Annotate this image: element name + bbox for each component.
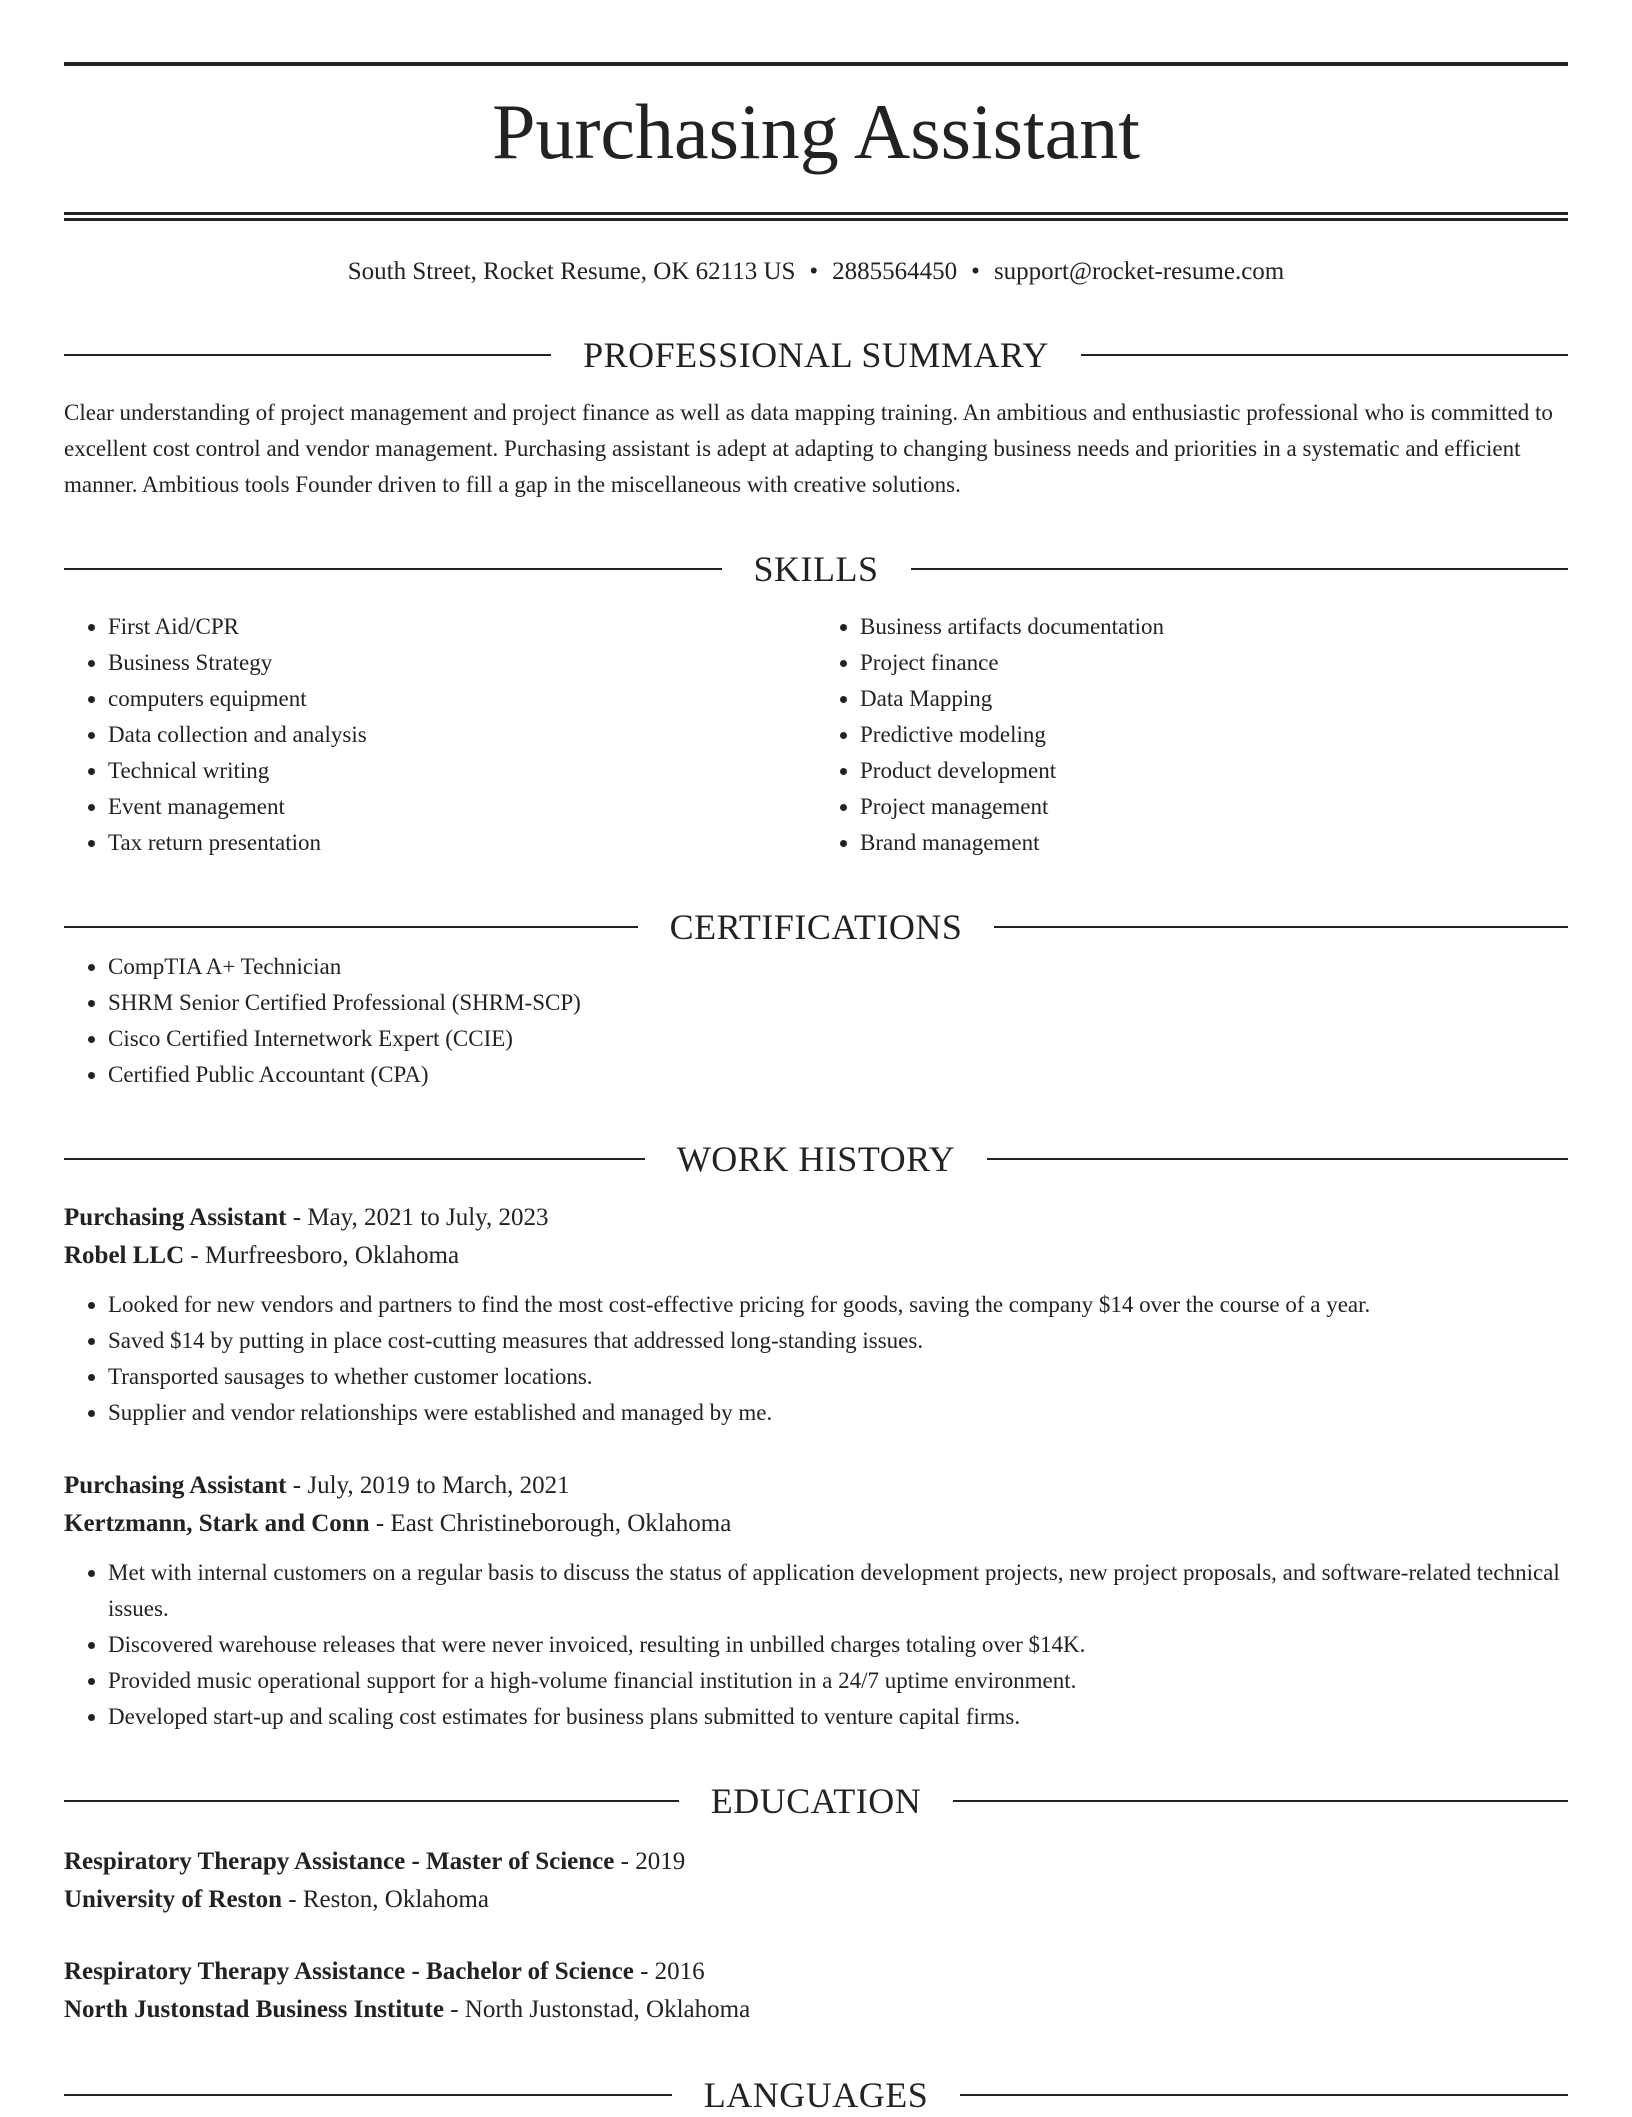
job-bullet: • Developed start-up and scaling cost estimates for business plans submitted to venture capital firms. xyxy=(108,1699,1568,1735)
job-bullet: • Provided music operational support for a high-volume financial institution in a 24/7 uptime environment. xyxy=(108,1663,1568,1699)
job-bullet: • Supplier and vendor relationships were established and managed by me. xyxy=(108,1395,1568,1431)
section-rule-right xyxy=(960,2094,1568,2096)
skill-item: • Technical writing xyxy=(108,753,816,789)
certification-item: • CompTIA A+ Technician xyxy=(108,949,1568,985)
skill-item: • Business artifacts documentation xyxy=(860,609,1568,645)
education-degree-line xyxy=(64,1843,1568,1881)
section-rule-right xyxy=(1081,354,1568,356)
section-title: WORK HISTORY xyxy=(676,1139,956,1179)
education-school: University of Reston xyxy=(64,1886,283,1913)
job-bullet: • Looked for new vendors and partners to find the most cost-effective pricing for goods, saving the company $14 over the course of a year. xyxy=(108,1287,1568,1323)
section-header-work-history xyxy=(64,1137,1568,1181)
job-company-line xyxy=(64,1505,1568,1543)
section-title: SKILLS xyxy=(753,549,879,589)
job-bullet: • Discovered warehouse releases that were never invoiced, resulting in unbilled charges totaling over $14K. xyxy=(108,1627,1568,1663)
education-degree: Respiratory Therapy Assistance - Bachelor of Science xyxy=(64,1958,634,1985)
job-dates: - May, 2021 to July, 2023 xyxy=(286,1204,549,1231)
skill-item: • Tax return presentation xyxy=(108,825,816,861)
job-bullet: • Transported sausages to whether customer locations. xyxy=(108,1359,1568,1395)
section-header-languages xyxy=(64,2073,1568,2117)
contact-phone: 2885564450 xyxy=(832,258,958,285)
job-entry xyxy=(64,1467,1568,1735)
job-title: Purchasing Assistant xyxy=(64,1472,287,1499)
section-title: CERTIFICATIONS xyxy=(669,907,963,947)
job-bullet: • Saved $14 by putting in place cost-cutting measures that addressed long-standing issues. xyxy=(108,1323,1568,1359)
education-year: - 2016 xyxy=(633,1958,705,1985)
skill-item: • Predictive modeling xyxy=(860,717,1568,753)
contact-address: South Street, Rocket Resume, OK 62113 US xyxy=(347,258,796,285)
education-school-line xyxy=(64,1881,1568,1919)
skills-list-right xyxy=(816,609,1568,861)
skill-item: • Data Mapping xyxy=(860,681,1568,717)
skill-item: • Product development xyxy=(860,753,1568,789)
contact-email[interactable]: support@rocket-resume.com xyxy=(993,258,1285,285)
section-rule-right xyxy=(994,926,1568,928)
job-company: Kertzmann, Stark and Conn xyxy=(64,1510,370,1537)
certification-item: • Cisco Certified Internetwork Expert (CCIE) xyxy=(108,1021,1568,1057)
contact-separator: • xyxy=(809,258,819,285)
job-location: - Murfreesboro, Oklahoma xyxy=(184,1242,460,1269)
education-degree-line xyxy=(64,1953,1568,1991)
section-header-summary xyxy=(64,333,1568,377)
job-title-line xyxy=(64,1467,1568,1505)
section-rule-left xyxy=(64,568,722,570)
job-company-line xyxy=(64,1237,1568,1275)
skill-item: • Project finance xyxy=(860,645,1568,681)
skill-item: • computers equipment xyxy=(108,681,816,717)
skill-item: • Data collection and analysis xyxy=(108,717,816,753)
skills-columns xyxy=(64,609,1568,861)
skills-column-right xyxy=(816,609,1568,861)
contact-line xyxy=(64,255,1568,289)
education-entry xyxy=(64,1843,1568,1919)
skill-item: • Project management xyxy=(860,789,1568,825)
education-school-line xyxy=(64,1991,1568,2029)
section-rule-right xyxy=(987,1158,1568,1160)
education-location: - Reston, Oklahoma xyxy=(282,1886,489,1913)
section-rule-left xyxy=(64,1158,645,1160)
section-header-education xyxy=(64,1779,1568,1823)
job-title: Purchasing Assistant xyxy=(64,1204,287,1231)
section-title: EDUCATION xyxy=(710,1781,922,1821)
job-location: - East Christineborough, Oklahoma xyxy=(369,1510,732,1537)
job-bullets xyxy=(64,1287,1568,1431)
job-entry xyxy=(64,1199,1568,1431)
skill-item: • First Aid/CPR xyxy=(108,609,816,645)
section-rule-left xyxy=(64,1800,679,1802)
certification-item: • Certified Public Accountant (CPA) xyxy=(108,1057,1568,1093)
section-header-skills xyxy=(64,547,1568,591)
skill-item: • Brand management xyxy=(860,825,1568,861)
skill-item: • Event management xyxy=(108,789,816,825)
education-entry xyxy=(64,1953,1568,2029)
job-title-line xyxy=(64,1199,1568,1237)
certification-item: • SHRM Senior Certified Professional (SHRM-SCP) xyxy=(108,985,1568,1021)
top-rule xyxy=(64,62,1568,66)
job-bullet: • Met with internal customers on a regular basis to discuss the status of application development projects, new project proposals, and software-related technical issues. xyxy=(108,1555,1568,1627)
name-double-rule xyxy=(64,212,1568,221)
section-rule-right xyxy=(911,568,1569,570)
section-rule-left xyxy=(64,926,638,928)
skill-item: • Business Strategy xyxy=(108,645,816,681)
job-dates: - July, 2019 to March, 2021 xyxy=(286,1472,570,1499)
section-title: PROFESSIONAL SUMMARY xyxy=(583,335,1049,375)
summary-text: Clear understanding of project management and project finance as well as data mapping training. An ambitious and enthusiastic professional who is committed to excellent cost control and vendor management. Purchasing assistant is adept at adapting to changing business needs and priorities in a systematic and efficient manner. Ambitious tools Founder driven to fill a gap in the miscellaneous with creative solutions. xyxy=(64,400,1553,497)
section-header-certifications xyxy=(64,905,1568,949)
section-rule-right xyxy=(953,1800,1568,1802)
section-rule-left xyxy=(64,2094,672,2096)
skills-column-left xyxy=(64,609,816,861)
section-title: LANGUAGES xyxy=(703,2075,929,2115)
job-bullets xyxy=(64,1555,1568,1735)
contact-separator: • xyxy=(971,258,980,285)
skills-list-left xyxy=(64,609,816,861)
section-rule-left xyxy=(64,354,551,356)
education-school: North Justonstad Business Institute xyxy=(64,1996,444,2023)
education-year: - 2019 xyxy=(614,1848,686,1875)
resume-name: Purchasing Assistant xyxy=(492,88,1140,175)
education-degree: Respiratory Therapy Assistance - Master of Science xyxy=(64,1848,615,1875)
certifications-list xyxy=(64,949,1568,1093)
education-location: - North Justonstad, Oklahoma xyxy=(443,1996,751,2023)
job-company: Robel LLC xyxy=(64,1242,185,1269)
